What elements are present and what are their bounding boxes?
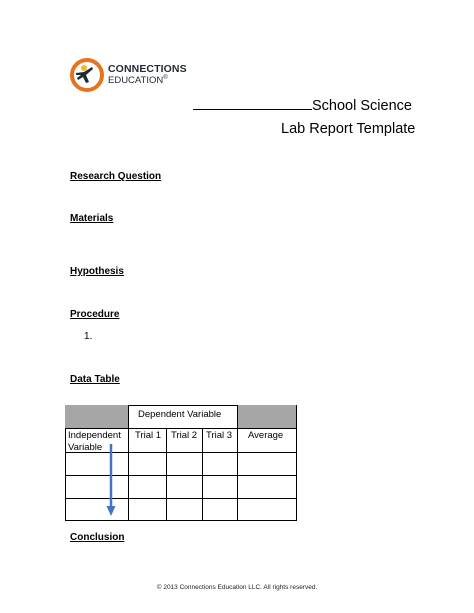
table-cell[interactable]	[65, 499, 129, 521]
heading-data-table: Data Table	[70, 374, 120, 385]
arrow-down-icon	[106, 444, 116, 516]
table-cell[interactable]	[65, 453, 129, 476]
connections-education-logo	[70, 58, 188, 92]
table-cell[interactable]	[167, 499, 203, 521]
independent-variable-cell	[65, 429, 129, 453]
column-header-trial-1	[129, 429, 167, 453]
logo-text-education	[108, 75, 168, 86]
title-school-science: School Science	[312, 98, 412, 114]
table-cell[interactable]	[203, 476, 238, 499]
average-label: Average	[248, 430, 284, 441]
heading-research-question: Research Question	[70, 171, 162, 182]
logo-education-word: EDUCATION	[108, 75, 164, 87]
table-cell[interactable]	[167, 476, 203, 499]
table-cell[interactable]	[238, 453, 297, 476]
heading-hypothesis: Hypothesis	[70, 266, 124, 277]
title-line-2: Lab Report Template	[281, 121, 416, 137]
trial-2-label: Trial 2	[171, 430, 198, 441]
logo-mark-icon	[70, 58, 104, 92]
school-name-blank	[193, 96, 312, 110]
data-table	[65, 405, 297, 521]
table-cell[interactable]	[65, 476, 129, 499]
column-header-trial-2	[167, 429, 203, 453]
column-header-average	[238, 429, 297, 453]
trial-3-label: Trial 3	[206, 430, 233, 441]
logo-text-connections: CONNECTIONS	[108, 63, 187, 75]
title-line-1	[193, 96, 412, 114]
trademark-symbol: ®	[163, 75, 168, 81]
table-cell[interactable]	[238, 476, 297, 499]
column-header-trial-3	[203, 429, 238, 453]
table-cell[interactable]	[167, 453, 203, 476]
independent-label-line1: Independent	[68, 430, 121, 441]
trial-1-label: Trial 1	[135, 430, 162, 441]
table-cell[interactable]	[129, 499, 167, 521]
procedure-item-1: 1.	[84, 331, 93, 342]
header-blank-left	[65, 405, 129, 429]
header-blank-right	[238, 405, 297, 429]
table-cell[interactable]	[203, 499, 238, 521]
copyright-footer: © 2013 Connections Education LLC. All rights reserved.	[156, 584, 318, 591]
heading-materials: Materials	[70, 213, 114, 224]
table-cell[interactable]	[238, 499, 297, 521]
heading-conclusion: Conclusion	[70, 532, 125, 543]
table-cell[interactable]	[129, 453, 167, 476]
table-cell[interactable]	[203, 453, 238, 476]
dependent-variable-label: Dependent Variable	[138, 409, 222, 420]
header-dependent-variable	[129, 405, 238, 429]
independent-label-line2: Variable	[68, 442, 103, 453]
heading-procedure: Procedure	[70, 309, 120, 320]
table-cell[interactable]	[129, 476, 167, 499]
